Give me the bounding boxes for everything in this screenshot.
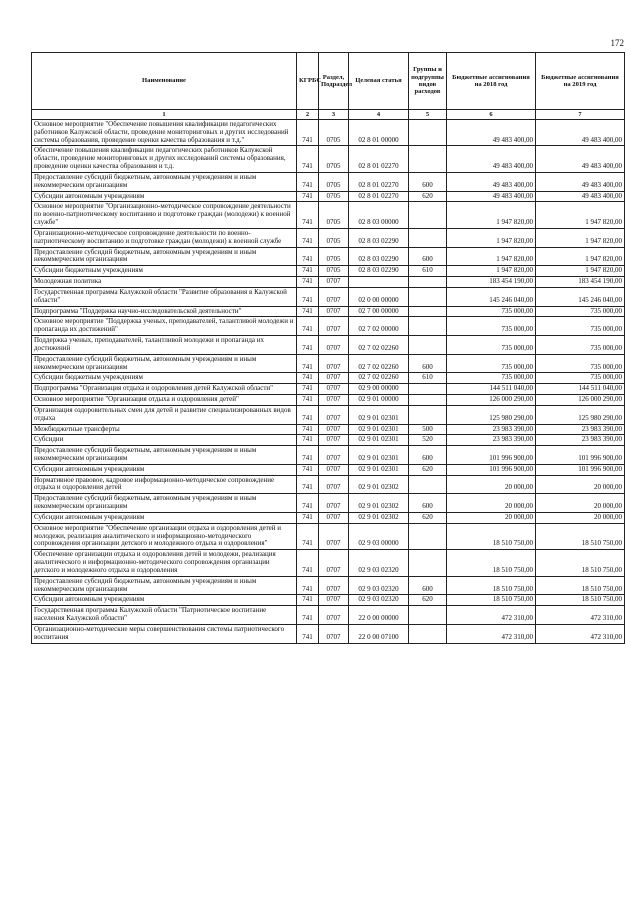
row-amount-2018: 49 483 400,00 [447,120,536,146]
row-group: 600 [409,446,447,465]
row-section: 0707 [319,277,349,288]
row-target: 02 9 01 02301 [349,424,409,435]
row-group [409,550,447,576]
row-ktrs: 741 [297,435,319,446]
row-group [409,306,447,317]
row-section: 0705 [319,228,349,247]
row-section: 0707 [319,354,349,373]
row-group [409,228,447,247]
table-row [32,354,625,373]
row-group: 620 [409,512,447,523]
row-name: Межбюджетные трансферты [32,424,297,435]
row-name: Субсидии автономным учреждениям [32,595,297,606]
row-ktrs: 741 [297,247,319,266]
row-section: 0707 [319,464,349,475]
row-ktrs: 741 [297,228,319,247]
table-row [32,606,625,625]
row-target: 02 7 02 02260 [349,354,409,373]
row-target: 22 0 00 00000 [349,606,409,625]
row-section: 0707 [319,512,349,523]
header-group: Группы и подгруппы видов расходов [409,53,447,110]
row-amount-2019: 472 310,00 [536,624,625,643]
table-row [32,317,625,336]
row-target: 02 8 01 02270 [349,146,409,172]
table-row [32,576,625,595]
row-amount-2019: 101 996 900,00 [536,464,625,475]
row-name: Государственная программа Калужской области "Развитие образования в Калужской области" [32,287,297,306]
row-name: Субсидии автономным учреждениям [32,464,297,475]
row-ktrs: 741 [297,373,319,384]
row-target: 02 9 03 00000 [349,523,409,549]
table-row [32,512,625,523]
row-section: 0707 [319,395,349,406]
row-name: Субсидии бюджетным учреждениям [32,266,297,277]
table-row [32,424,625,435]
row-target [349,277,409,288]
column-number: 7 [536,110,625,120]
row-amount-2018: 49 483 400,00 [447,191,536,202]
row-name: Нормативное правовое, кадровое информационно-методическое сопровождение отдыха и оздоровления детей [32,475,297,494]
table-row [32,523,625,549]
row-amount-2019: 49 483 400,00 [536,146,625,172]
row-group [409,287,447,306]
row-group [409,202,447,228]
row-group [409,624,447,643]
table-row [32,277,625,288]
row-section: 0707 [319,317,349,336]
row-name: Организационно-методическое сопровождение деятельности по военно-патриотическому воспитанию и подготовке граждан (молодежи) к военной службе [32,228,297,247]
row-amount-2019: 735 000,00 [536,336,625,355]
row-target: 02 9 01 02301 [349,446,409,465]
row-amount-2019: 1 947 820,00 [536,202,625,228]
row-ktrs: 741 [297,384,319,395]
header-section: Раздел, Подраздел [319,53,349,110]
row-group [409,277,447,288]
row-name: Подпрограмма "Организация отдыха и оздоровления детей Калужской области" [32,384,297,395]
row-group: 600 [409,247,447,266]
row-section: 0707 [319,435,349,446]
row-amount-2018: 18 510 750,00 [447,523,536,549]
row-target: 02 9 00 00000 [349,384,409,395]
row-group: 600 [409,354,447,373]
row-section: 0707 [319,306,349,317]
row-section: 0707 [319,576,349,595]
row-section: 0707 [319,384,349,395]
row-amount-2018: 735 000,00 [447,306,536,317]
row-ktrs: 741 [297,202,319,228]
row-name: Организационно-методические меры совершенствования системы патриотического воспитания [32,624,297,643]
row-target: 02 7 02 02260 [349,336,409,355]
row-ktrs: 741 [297,395,319,406]
table-row [32,464,625,475]
row-group: 620 [409,191,447,202]
row-group: 600 [409,576,447,595]
row-name: Подпрограмма "Поддержка научно-исследовательской деятельности" [32,306,297,317]
row-amount-2019: 1 947 820,00 [536,247,625,266]
row-amount-2019: 23 983 390,00 [536,435,625,446]
row-amount-2018: 49 483 400,00 [447,172,536,191]
table-row [32,247,625,266]
row-target: 02 0 00 00000 [349,287,409,306]
row-target: 02 9 01 02302 [349,475,409,494]
table-row [32,446,625,465]
row-ktrs: 741 [297,550,319,576]
header-2018: Бюджетные ассигнования на 2018 год [447,53,536,110]
row-target: 02 9 03 02320 [349,576,409,595]
row-section: 0707 [319,475,349,494]
row-group [409,405,447,424]
row-ktrs: 741 [297,595,319,606]
row-group [409,606,447,625]
header-2019: Бюджетные ассигнования на 2019 год [536,53,625,110]
row-name: Основное мероприятие "Организационно-методическое сопровождение деятельности по военно-патриотическому воспитанию и подготовке граждан (молодежи) к военной службе" [32,202,297,228]
row-name: Молодежная политика [32,277,297,288]
row-ktrs: 741 [297,146,319,172]
row-target: 02 8 03 02290 [349,228,409,247]
row-amount-2018: 1 947 820,00 [447,202,536,228]
column-number: 5 [409,110,447,120]
row-amount-2019: 735 000,00 [536,306,625,317]
row-section: 0705 [319,172,349,191]
row-amount-2018: 18 510 750,00 [447,595,536,606]
row-amount-2019: 126 000 290,00 [536,395,625,406]
table-row [32,228,625,247]
row-amount-2019: 18 510 750,00 [536,550,625,576]
row-ktrs: 741 [297,446,319,465]
row-amount-2019: 49 483 400,00 [536,172,625,191]
row-amount-2019: 472 310,00 [536,606,625,625]
table-row [32,120,625,146]
row-section: 0705 [319,266,349,277]
row-amount-2018: 735 000,00 [447,354,536,373]
row-target: 02 7 02 02260 [349,373,409,384]
row-ktrs: 741 [297,277,319,288]
row-section: 0707 [319,336,349,355]
row-name: Субсидии бюджетным учреждениям [32,373,297,384]
row-section: 0707 [319,595,349,606]
row-amount-2019: 145 246 040,00 [536,287,625,306]
row-name: Обеспечение организации отдыха и оздоровления детей и молодежи, реализация аналитического и информационно-методического сопровождения организации детского и молодежного отдыха и оздоровления [32,550,297,576]
row-amount-2018: 1 947 820,00 [447,247,536,266]
row-target: 02 9 01 00000 [349,395,409,406]
row-amount-2019: 183 454 190,00 [536,277,625,288]
row-ktrs: 741 [297,317,319,336]
table-row [32,191,625,202]
row-name: Организация оздоровительных смен для детей и развитие специализированных видов отдыха [32,405,297,424]
header-ktrs: КГРБС [297,53,319,110]
row-group: 620 [409,464,447,475]
table-row [32,146,625,172]
table-row [32,405,625,424]
row-ktrs: 741 [297,576,319,595]
table-row [32,384,625,395]
row-amount-2018: 145 246 040,00 [447,287,536,306]
row-amount-2018: 101 996 900,00 [447,464,536,475]
row-group [409,336,447,355]
row-ktrs: 741 [297,475,319,494]
row-amount-2019: 144 511 040,00 [536,384,625,395]
row-amount-2018: 101 996 900,00 [447,446,536,465]
header-target: Целевая статья [349,53,409,110]
budget-table [31,52,625,644]
row-amount-2018: 472 310,00 [447,624,536,643]
row-ktrs: 741 [297,191,319,202]
row-target: 02 9 01 02302 [349,494,409,513]
row-name: Государственная программа Калужской области "Патриотическое воспитание населения Калужской области" [32,606,297,625]
row-amount-2019: 18 510 750,00 [536,523,625,549]
row-name: Поддержка ученых, преподавателей, талантливой молодежи и пропаганда их достижений [32,336,297,355]
row-amount-2019: 20 000,00 [536,512,625,523]
row-section: 0707 [319,606,349,625]
row-amount-2018: 183 454 190,00 [447,277,536,288]
row-group [409,523,447,549]
table-row [32,494,625,513]
row-target: 02 9 01 02301 [349,405,409,424]
row-section: 0705 [319,247,349,266]
row-ktrs: 741 [297,494,319,513]
column-number: 6 [447,110,536,120]
row-amount-2019: 125 980 290,00 [536,405,625,424]
table-row [32,373,625,384]
row-target: 02 9 03 02320 [349,595,409,606]
row-ktrs: 741 [297,606,319,625]
row-amount-2019: 49 483 400,00 [536,120,625,146]
row-section: 0707 [319,550,349,576]
row-ktrs: 741 [297,424,319,435]
row-amount-2019: 735 000,00 [536,373,625,384]
table-row [32,595,625,606]
table-row [32,550,625,576]
row-group [409,146,447,172]
row-name: Основное мероприятие "Обеспечение повышения квалификации педагогических работников Калужской области, проведение мониторинговых и других исследований системы образования, проведение оценки качества образования и т.д." [32,120,297,146]
row-name: Предоставление субсидий бюджетным, автономным учреждениям и иным некоммерческим организациям [32,576,297,595]
row-amount-2018: 20 000,00 [447,512,536,523]
column-number: 4 [349,110,409,120]
row-group: 610 [409,266,447,277]
table-row [32,266,625,277]
row-amount-2018: 20 000,00 [447,494,536,513]
row-target: 22 0 00 07100 [349,624,409,643]
row-group: 610 [409,373,447,384]
row-section: 0705 [319,120,349,146]
row-ktrs: 741 [297,354,319,373]
row-ktrs: 741 [297,464,319,475]
row-amount-2018: 23 983 390,00 [447,435,536,446]
row-amount-2018: 735 000,00 [447,373,536,384]
row-amount-2019: 18 510 750,00 [536,576,625,595]
row-amount-2018: 735 000,00 [447,317,536,336]
row-section: 0707 [319,287,349,306]
row-target: 02 9 01 02301 [349,435,409,446]
row-name: Основное мероприятие "Поддержка ученых, преподавателей, талантливой молодежи и пропаганда их достижений" [32,317,297,336]
row-amount-2019: 49 483 400,00 [536,191,625,202]
row-target: 02 8 03 02290 [349,247,409,266]
row-amount-2019: 20 000,00 [536,494,625,513]
row-name: Основное мероприятие "Организация отдыха и оздоровления детей" [32,395,297,406]
row-section: 0707 [319,373,349,384]
row-amount-2018: 49 483 400,00 [447,146,536,172]
table-row [32,306,625,317]
row-amount-2018: 126 000 290,00 [447,395,536,406]
row-amount-2019: 1 947 820,00 [536,266,625,277]
row-section: 0705 [319,146,349,172]
column-number: 2 [297,110,319,120]
row-ktrs: 741 [297,287,319,306]
row-group [409,120,447,146]
row-ktrs: 741 [297,266,319,277]
row-section: 0707 [319,624,349,643]
row-group [409,317,447,336]
row-group: 520 [409,435,447,446]
row-section: 0705 [319,202,349,228]
row-target: 02 9 01 02302 [349,512,409,523]
row-ktrs: 741 [297,624,319,643]
table-header-row [32,53,625,110]
row-name: Предоставление субсидий бюджетным, автономным учреждениям и иным некоммерческим организациям [32,247,297,266]
page-number: 172 [610,38,624,48]
row-amount-2019: 735 000,00 [536,317,625,336]
row-target: 02 8 01 02270 [349,191,409,202]
row-amount-2018: 472 310,00 [447,606,536,625]
row-amount-2018: 144 511 040,00 [447,384,536,395]
row-target: 02 7 00 00000 [349,306,409,317]
row-amount-2019: 18 510 750,00 [536,595,625,606]
row-amount-2019: 23 983 390,00 [536,424,625,435]
row-ktrs: 741 [297,523,319,549]
row-name: Предоставление субсидий бюджетным, автономным учреждениям и иным некоммерческим организациям [32,494,297,513]
row-amount-2018: 23 983 390,00 [447,424,536,435]
row-amount-2019: 1 947 820,00 [536,228,625,247]
row-section: 0707 [319,405,349,424]
column-number: 1 [32,110,297,120]
header-name: Наименование [32,53,297,110]
row-amount-2018: 18 510 750,00 [447,576,536,595]
row-target: 02 8 01 02270 [349,172,409,191]
table-row [32,287,625,306]
row-group: 600 [409,172,447,191]
row-section: 0707 [319,494,349,513]
row-ktrs: 741 [297,336,319,355]
row-name: Субсидии автономным учреждениям [32,512,297,523]
table-row [32,202,625,228]
column-number-row [32,110,625,120]
row-target: 02 7 02 00000 [349,317,409,336]
table-row [32,172,625,191]
row-target: 02 8 03 02290 [349,266,409,277]
row-amount-2019: 101 996 900,00 [536,446,625,465]
row-name: Основное мероприятие "Обеспечение организации отдыха и оздоровления детей и молодежи, реализация аналитического и информационно-методического сопровождения организации детского и молодежного отдыха и оздоровления" [32,523,297,549]
row-section: 0705 [319,191,349,202]
row-ktrs: 741 [297,172,319,191]
table-row [32,435,625,446]
row-group [409,475,447,494]
row-group: 500 [409,424,447,435]
table-body [32,120,625,644]
table-row [32,336,625,355]
column-number: 3 [319,110,349,120]
row-target: 02 9 03 02320 [349,550,409,576]
row-name: Субсидии [32,435,297,446]
row-group [409,384,447,395]
row-name: Предоставление субсидий бюджетным, автономным учреждениям и иным некоммерческим организациям [32,446,297,465]
row-amount-2018: 1 947 820,00 [447,228,536,247]
row-amount-2018: 18 510 750,00 [447,550,536,576]
row-ktrs: 741 [297,512,319,523]
row-section: 0707 [319,523,349,549]
row-amount-2018: 20 000,00 [447,475,536,494]
row-target: 02 8 03 00000 [349,202,409,228]
table-row [32,395,625,406]
row-amount-2019: 735 000,00 [536,354,625,373]
table-row [32,624,625,643]
row-section: 0707 [319,446,349,465]
row-name: Субсидии автономным учреждениям [32,191,297,202]
row-group: 600 [409,494,447,513]
row-amount-2018: 735 000,00 [447,336,536,355]
row-group [409,395,447,406]
row-ktrs: 741 [297,306,319,317]
row-name: Предоставление субсидий бюджетным, автономным учреждениям и иным некоммерческим организациям [32,354,297,373]
row-amount-2018: 125 980 290,00 [447,405,536,424]
table-row [32,475,625,494]
row-name: Предоставление субсидий бюджетным, автономным учреждениям и иным некоммерческим организациям [32,172,297,191]
row-target: 02 9 01 02301 [349,464,409,475]
row-group: 620 [409,595,447,606]
row-ktrs: 741 [297,120,319,146]
row-ktrs: 741 [297,405,319,424]
row-name: Обеспечение повышения квалификации педагогических работников Калужской области, проведение мониторинговых и других исследований системы образования, проведение оценки качества образования и т.д. [32,146,297,172]
row-amount-2019: 20 000,00 [536,475,625,494]
row-target: 02 8 01 00000 [349,120,409,146]
row-section: 0707 [319,424,349,435]
row-amount-2018: 1 947 820,00 [447,266,536,277]
